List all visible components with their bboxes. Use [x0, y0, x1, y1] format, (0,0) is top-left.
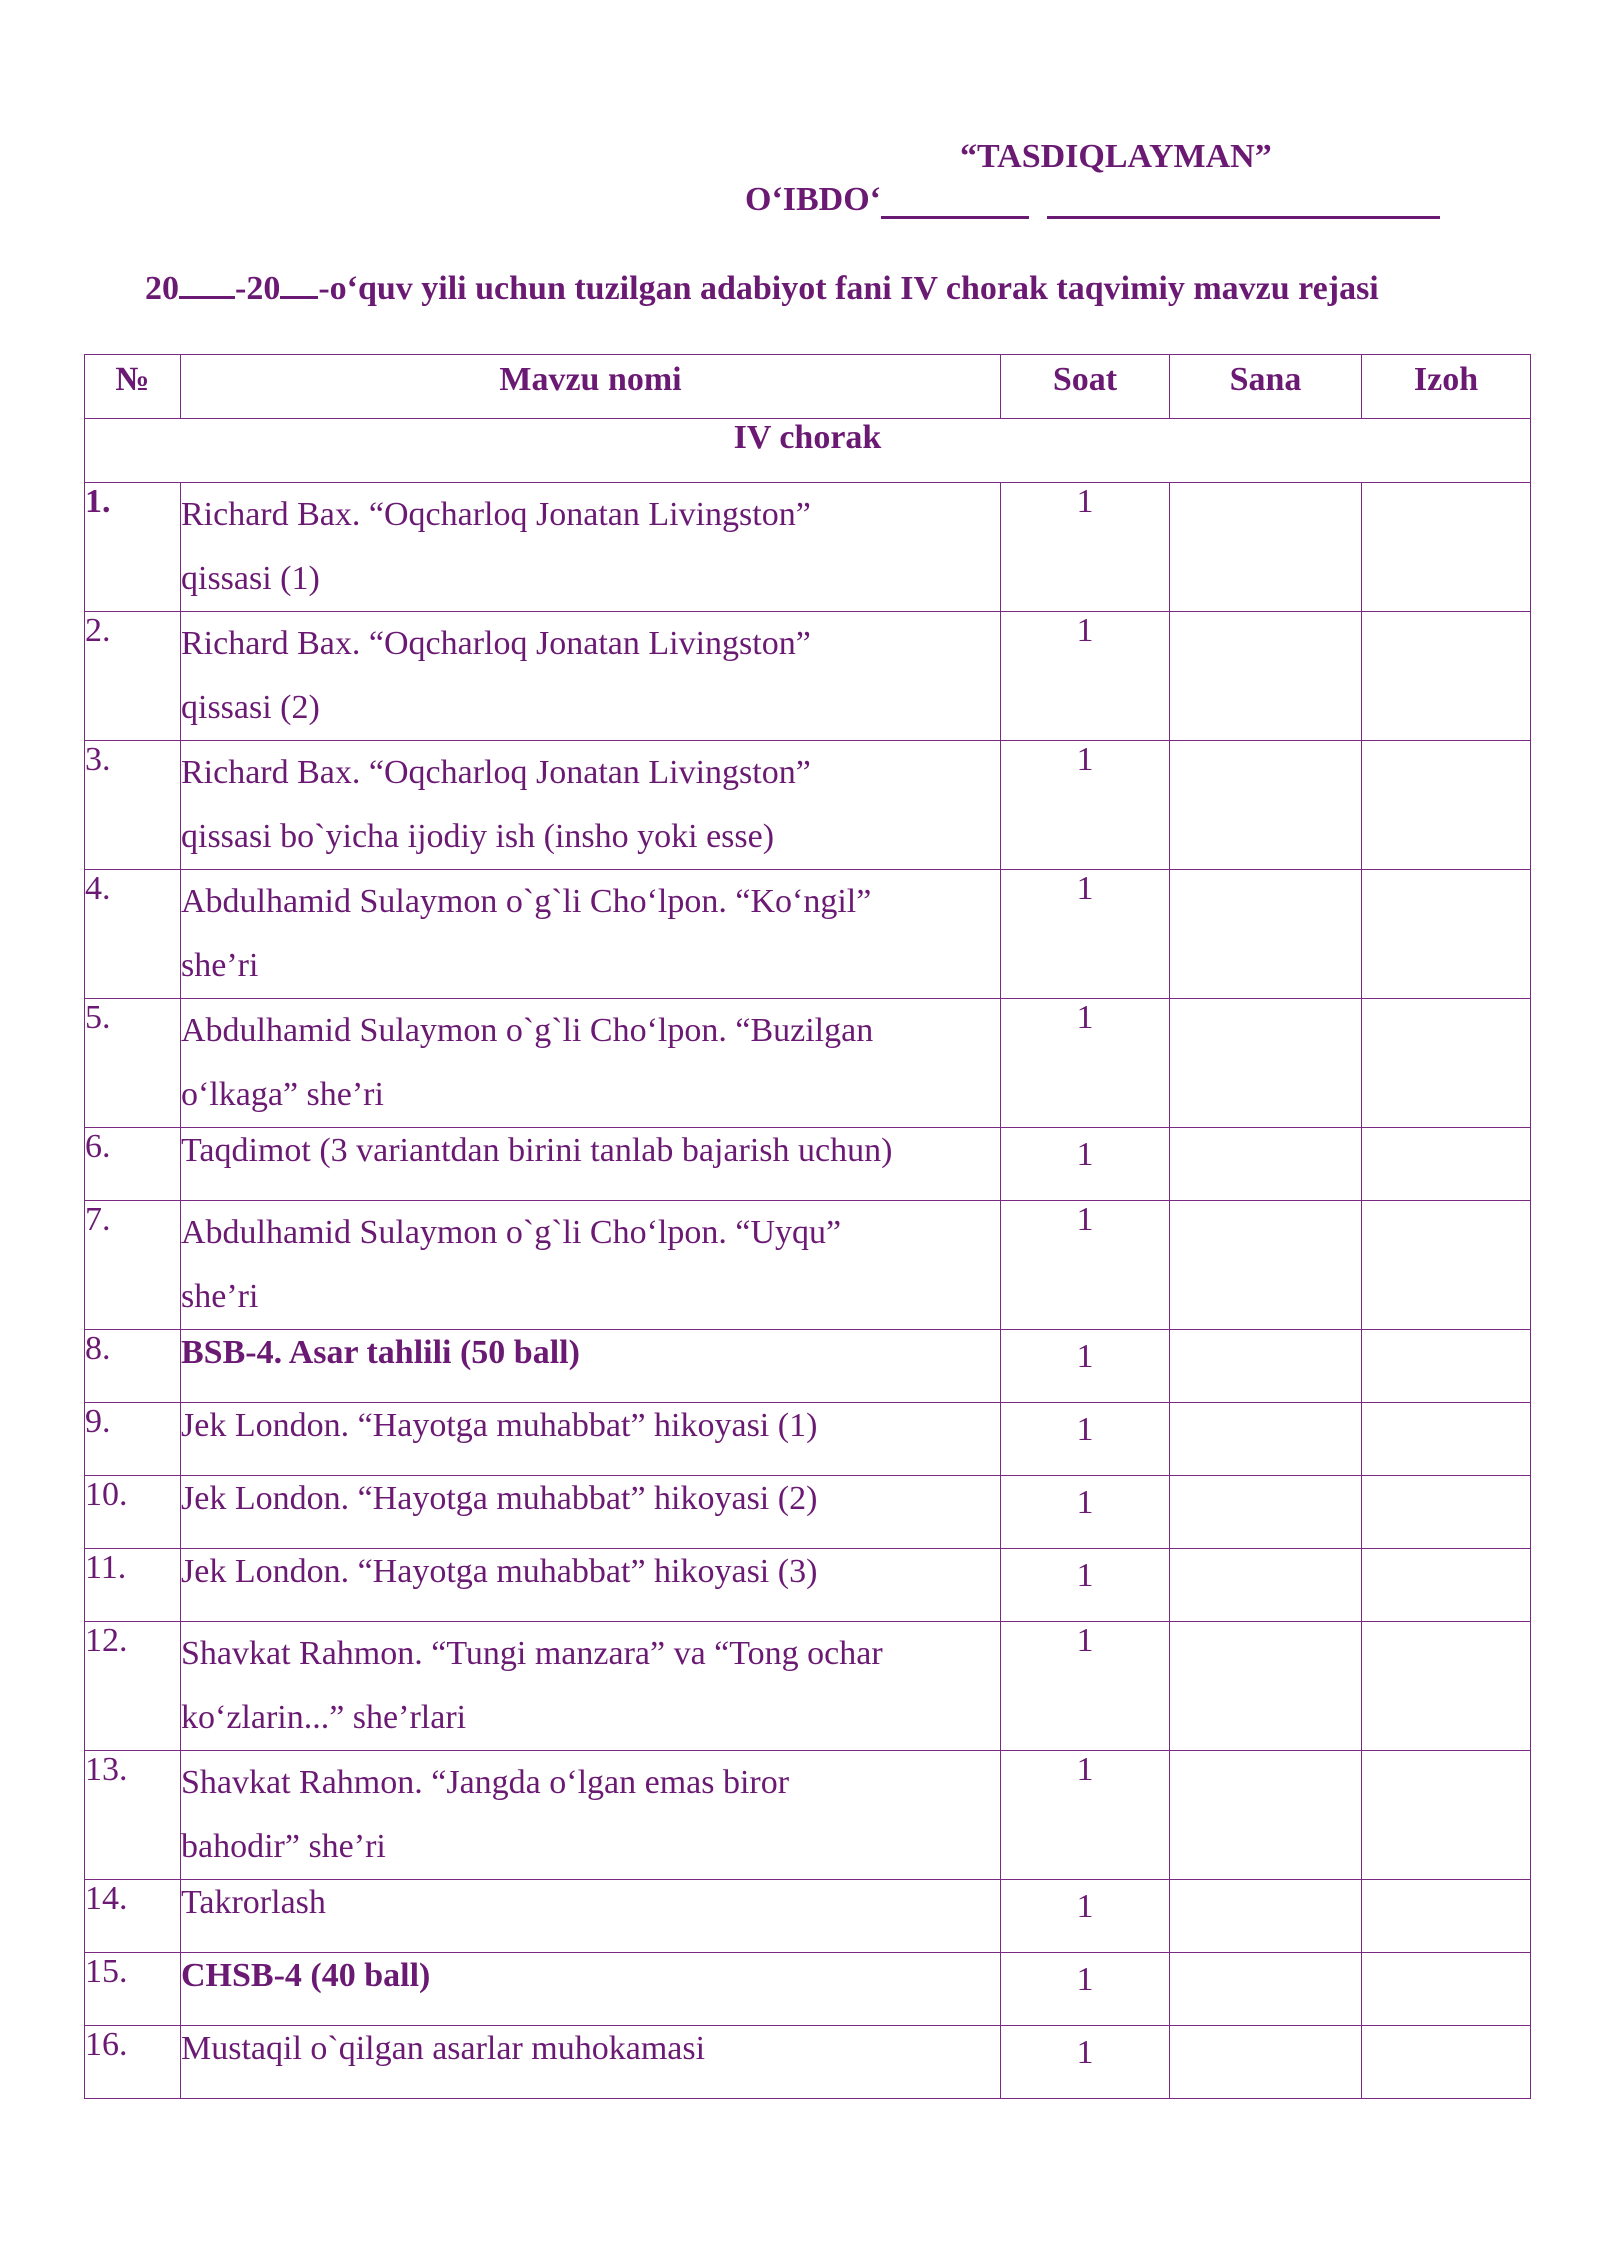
table-row: [85, 1549, 1531, 1622]
topic-line: Richard Bax. “Oqcharloq Jonatan Livingston”: [181, 754, 811, 791]
table-row: [85, 870, 1531, 999]
row-note-cell: [1362, 1403, 1531, 1476]
row-number: 10.: [85, 1476, 181, 1549]
row-number: 8.: [85, 1330, 181, 1403]
table-row: [85, 1880, 1531, 1953]
row-hours: 1: [1001, 1953, 1170, 2026]
col-number-header: №: [85, 355, 181, 419]
row-topic: [181, 1880, 1001, 1953]
topic-line: Abdulhamid Sulaymon o`g`li Cho‘lpon. “Buzilgan: [181, 1012, 874, 1049]
row-number: 7.: [85, 1201, 181, 1330]
topic-line: Jek London. “Hayotga muhabbat” hikoyasi (1): [181, 1407, 818, 1444]
row-topic: [181, 1953, 1001, 2026]
row-note-cell: [1362, 1953, 1531, 2026]
row-note-cell: [1362, 1880, 1531, 1953]
topic-line: Richard Bax. “Oqcharloq Jonatan Livingston”: [181, 496, 811, 533]
table-row: [85, 1201, 1531, 1330]
topic-line: BSB-4. Asar tahlili (50 ball): [181, 1334, 580, 1371]
row-number: 15.: [85, 1953, 181, 2026]
row-topic: [181, 1751, 1001, 1880]
signature-blank: [881, 186, 1029, 219]
row-date-cell: [1170, 612, 1362, 741]
section-title: IV chorak: [85, 419, 1531, 483]
row-date-cell: [1170, 1622, 1362, 1751]
row-number: 2.: [85, 612, 181, 741]
organization-signature-line: [745, 181, 1440, 219]
row-note-cell: [1362, 1476, 1531, 1549]
row-hours: 1: [1001, 999, 1170, 1128]
table-row: [85, 612, 1531, 741]
row-hours: 1: [1001, 483, 1170, 612]
row-note-cell: [1362, 1128, 1531, 1201]
row-note-cell: [1362, 999, 1531, 1128]
topic-line: Jek London. “Hayotga muhabbat” hikoyasi (2): [181, 1480, 818, 1517]
row-number: 3.: [85, 741, 181, 870]
col-note-header: Izoh: [1362, 355, 1531, 419]
row-hours: 1: [1001, 1622, 1170, 1751]
row-date-cell: [1170, 1549, 1362, 1622]
year-blank-1: [179, 268, 235, 299]
row-hours: 1: [1001, 612, 1170, 741]
approval-stamp-label: “TASDIQLAYMAN”: [960, 138, 1272, 175]
row-number: 1.: [85, 483, 181, 612]
row-hours: 1: [1001, 1330, 1170, 1403]
topic-line: Abdulhamid Sulaymon o`g`li Cho‘lpon. “Uyqu”: [181, 1214, 842, 1251]
row-hours: 1: [1001, 870, 1170, 999]
row-hours: 1: [1001, 1128, 1170, 1201]
table-row: [85, 1953, 1531, 2026]
topic-line: qissasi (1): [181, 560, 320, 597]
row-number: 5.: [85, 999, 181, 1128]
row-note-cell: [1362, 612, 1531, 741]
table-row: [85, 999, 1531, 1128]
row-hours: 1: [1001, 1751, 1170, 1880]
row-topic: [181, 870, 1001, 999]
row-date-cell: [1170, 1128, 1362, 1201]
topic-line: qissasi (2): [181, 689, 320, 726]
table-row: [85, 741, 1531, 870]
topic-line: qissasi bo`yicha ijodiy ish (insho yoki esse): [181, 818, 775, 855]
row-date-cell: [1170, 1953, 1362, 2026]
table-row: [85, 1330, 1531, 1403]
topic-line: Taqdimot (3 variantdan birini tanlab bajarish uchun): [181, 1132, 893, 1169]
row-date-cell: [1170, 1751, 1362, 1880]
row-hours: 1: [1001, 1880, 1170, 1953]
table-row: [85, 1622, 1531, 1751]
row-topic: [181, 1128, 1001, 1201]
table-header-row: [85, 355, 1531, 419]
row-note-cell: [1362, 1622, 1531, 1751]
topic-line: Richard Bax. “Oqcharloq Jonatan Livingston”: [181, 625, 811, 662]
topic-line: Abdulhamid Sulaymon o`g`li Cho‘lpon. “Ko‘ngil”: [181, 883, 872, 920]
row-date-cell: [1170, 2026, 1362, 2099]
row-topic: [181, 1330, 1001, 1403]
table-row: [85, 1476, 1531, 1549]
row-hours: 1: [1001, 1476, 1170, 1549]
topic-line: Jek London. “Hayotga muhabbat” hikoyasi (3): [181, 1553, 818, 1590]
row-topic: [181, 612, 1001, 741]
table-row: [85, 2026, 1531, 2099]
row-note-cell: [1362, 1201, 1531, 1330]
topic-line: o‘lkaga” she’ri: [181, 1076, 384, 1113]
row-note-cell: [1362, 2026, 1531, 2099]
row-topic: [181, 1201, 1001, 1330]
row-number: 6.: [85, 1128, 181, 1201]
row-hours: 1: [1001, 2026, 1170, 2099]
topic-line: Shavkat Rahmon. “Tungi manzara” va “Tong ochar: [181, 1635, 883, 1672]
row-number: 11.: [85, 1549, 181, 1622]
row-date-cell: [1170, 1330, 1362, 1403]
col-date-header: Sana: [1170, 355, 1362, 419]
topic-line: she’ri: [181, 947, 259, 984]
row-date-cell: [1170, 741, 1362, 870]
table-row: [85, 483, 1531, 612]
row-topic: [181, 999, 1001, 1128]
topic-line: Takrorlash: [181, 1884, 326, 1921]
row-topic: [181, 1403, 1001, 1476]
row-date-cell: [1170, 1403, 1362, 1476]
section-row: [85, 419, 1531, 483]
row-date-cell: [1170, 999, 1362, 1128]
row-number: 13.: [85, 1751, 181, 1880]
name-blank: [1047, 186, 1440, 219]
row-number: 4.: [85, 870, 181, 999]
topic-line: bahodir” she’ri: [181, 1828, 386, 1865]
topic-line: ko‘zlarin...” she’rlari: [181, 1699, 467, 1736]
table-row: [85, 1403, 1531, 1476]
row-topic: [181, 1476, 1001, 1549]
row-hours: 1: [1001, 1201, 1170, 1330]
row-note-cell: [1362, 483, 1531, 612]
topic-line: Mustaqil o`qilgan asarlar muhokamasi: [181, 2030, 706, 2067]
row-date-cell: [1170, 1880, 1362, 1953]
row-note-cell: [1362, 1751, 1531, 1880]
row-topic: [181, 1622, 1001, 1751]
row-date-cell: [1170, 870, 1362, 999]
row-hours: 1: [1001, 1403, 1170, 1476]
row-note-cell: [1362, 1549, 1531, 1622]
row-hours: 1: [1001, 1549, 1170, 1622]
row-note-cell: [1362, 1330, 1531, 1403]
table-row: [85, 1128, 1531, 1201]
row-topic: [181, 2026, 1001, 2099]
row-topic: [181, 483, 1001, 612]
year-blank-2: [280, 268, 318, 299]
topic-line: she’ri: [181, 1278, 259, 1315]
table-row: [85, 1751, 1531, 1880]
row-topic: [181, 741, 1001, 870]
row-hours: 1: [1001, 741, 1170, 870]
lesson-plan-table: [84, 354, 1531, 2099]
topic-line: CHSB-4 (40 ball): [181, 1957, 431, 1994]
row-topic: [181, 1549, 1001, 1622]
row-note-cell: [1362, 741, 1531, 870]
topic-line: Shavkat Rahmon. “Jangda o‘lgan emas biror: [181, 1764, 790, 1801]
row-number: 14.: [85, 1880, 181, 1953]
row-number: 16.: [85, 2026, 181, 2099]
col-hours-header: Soat: [1001, 355, 1170, 419]
organization-label: O‘IBDO‘: [745, 181, 881, 218]
row-date-cell: [1170, 1476, 1362, 1549]
row-note-cell: [1362, 870, 1531, 999]
document-title: 20 -20 -o‘quv yili uchun tuzilgan adabiyot fani IV chorak taqvimiy mavzu rejasi: [145, 270, 1379, 307]
row-number: 12.: [85, 1622, 181, 1751]
row-date-cell: [1170, 1201, 1362, 1330]
row-number: 9.: [85, 1403, 181, 1476]
row-date-cell: [1170, 483, 1362, 612]
col-topic-header: Mavzu nomi: [181, 355, 1001, 419]
